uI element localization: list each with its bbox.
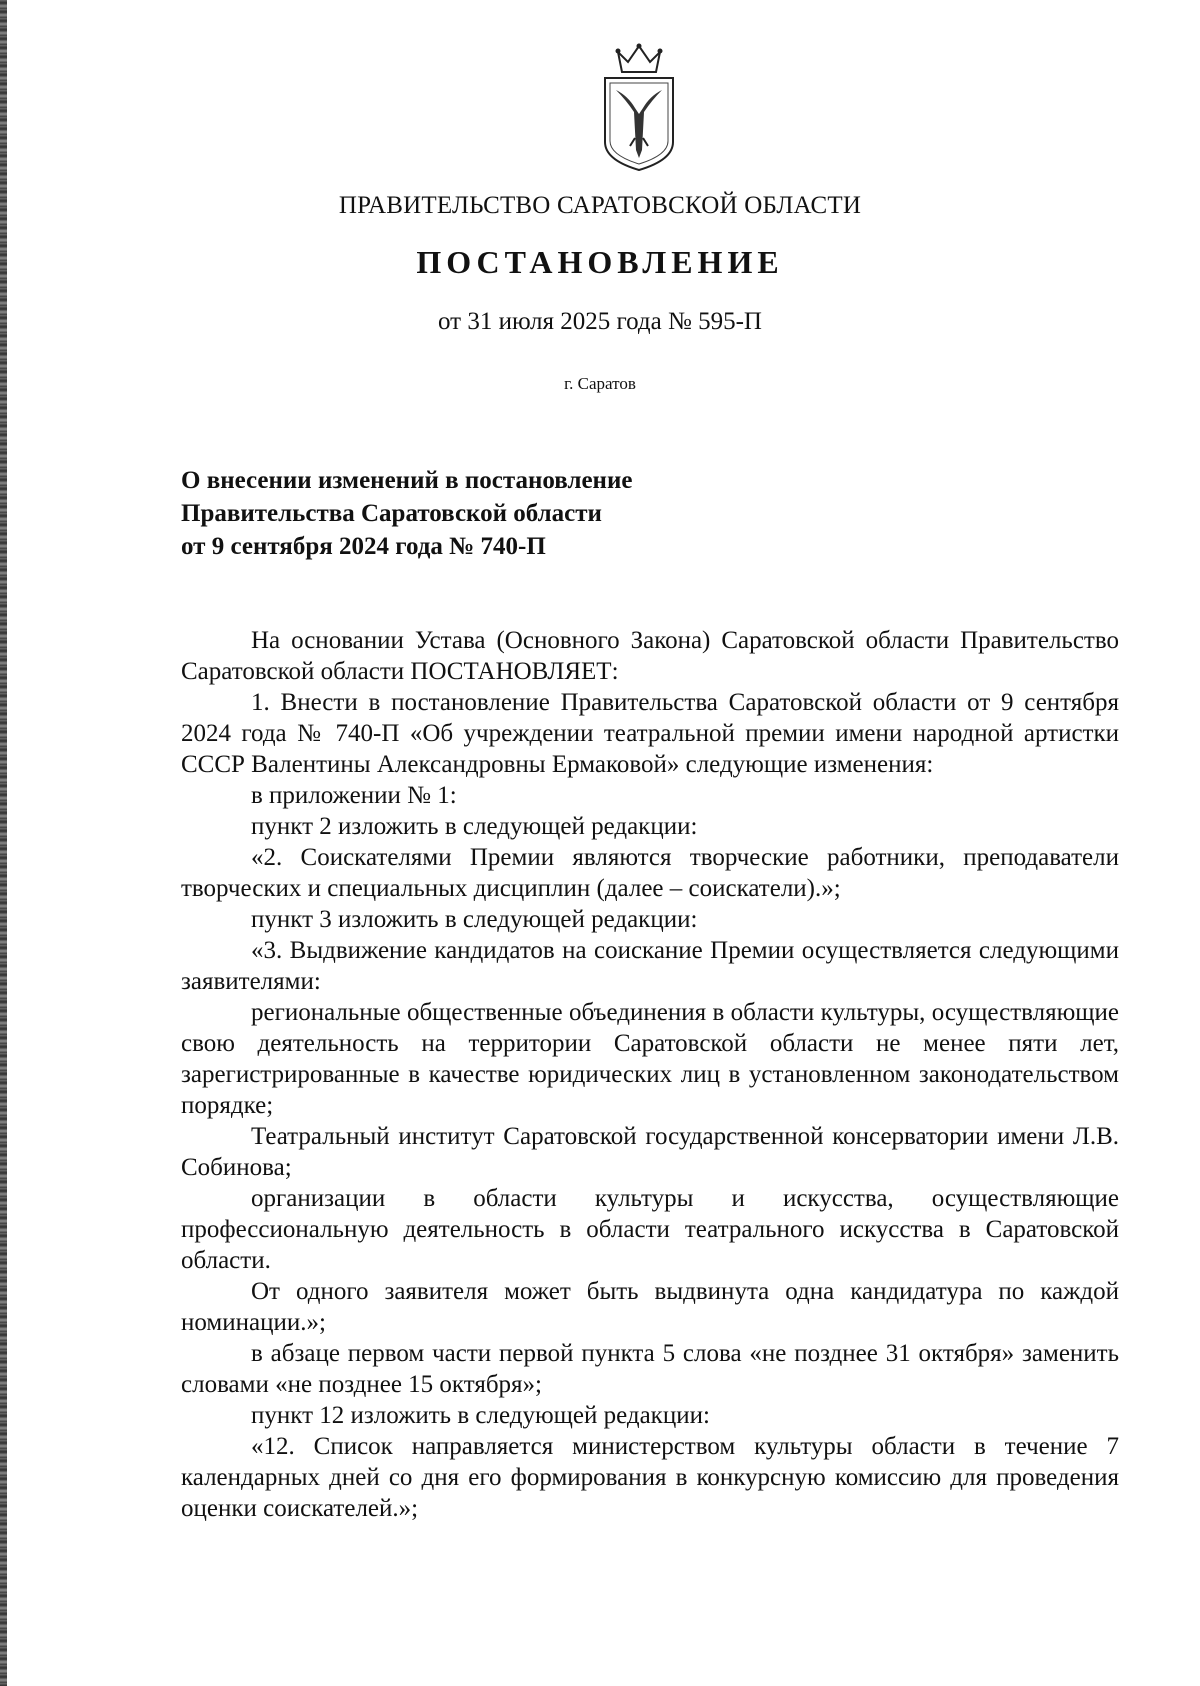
subject-line: от 9 сентября 2024 года № 740-П <box>181 533 546 560</box>
body-paragraph: в приложении № 1: <box>251 782 457 809</box>
government-name: ПРАВИТЕЛЬСТВО САРАТОВСКОЙ ОБЛАСТИ <box>338 192 862 219</box>
subject-line: Правительства Саратовской области <box>181 500 602 527</box>
subject-line: О внесении изменений в постановление <box>181 467 633 494</box>
body-paragraph: 1. Внести в постановление Правительства Саратовской области от 9 сентября 2024 года № 740-П «Об учреждении театральной премии имени народной артистки СССР Валентины Александровны Ермаковой» следующие изменения: <box>181 689 1119 778</box>
body-paragraph: пункт 2 изложить в следующей редакции: <box>251 813 698 840</box>
body-paragraph: пункт 12 изложить в следующей редакции: <box>251 1402 710 1429</box>
body-paragraph: На основании Устава (Основного Закона) Саратовской области Правительство Саратовской области ПОСТАНОВЛЯЕТ: <box>181 627 1119 685</box>
document-city: г. Саратов <box>564 374 636 393</box>
body-paragraph: организации в области культуры и искусства, осуществляющие профессиональную деятельность в области театрального искусства в Саратовской области. <box>181 1185 1119 1274</box>
body-paragraph: пункт 3 изложить в следующей редакции: <box>251 906 698 933</box>
body-paragraph: «2. Соискателями Премии являются творческие работники, преподаватели творческих и специальных дисциплин (далее – соискатели).»; <box>181 844 1119 902</box>
body-paragraph: региональные общественные объединения в области культуры, осуществляющие свою деятельность на территории Саратовской области не менее пяти лет, зарегистрированные в качестве юридических лиц в установленном законодательством порядке; <box>181 999 1119 1119</box>
document-type: ПОСТАНОВЛЕНИЕ <box>416 244 784 280</box>
coat-of-arms-icon <box>602 42 676 172</box>
body-paragraph: в абзаце первом части первой пункта 5 слова «не позднее 31 октября» заменить словами «не позднее 15 октября»; <box>181 1340 1119 1398</box>
body-paragraph: От одного заявителя может быть выдвинута одна кандидатура по каждой номинации.»; <box>181 1278 1119 1336</box>
document-date-number: от 31 июля 2025 года № 595-П <box>438 308 762 335</box>
body-paragraph: «12. Список направляется министерством культуры области в течение 7 календарных дней со дня его формирования в конкурсную комиссию для проведения оценки соискателей.»; <box>181 1433 1119 1522</box>
body-paragraph: «3. Выдвижение кандидатов на соискание Премии осуществляется следующими заявителями: <box>181 937 1119 995</box>
body-paragraph: Театральный институт Саратовской государственной консерватории имени Л.В. Собинова; <box>181 1123 1119 1181</box>
document-subject <box>181 464 632 563</box>
document-body <box>181 625 1119 1524</box>
